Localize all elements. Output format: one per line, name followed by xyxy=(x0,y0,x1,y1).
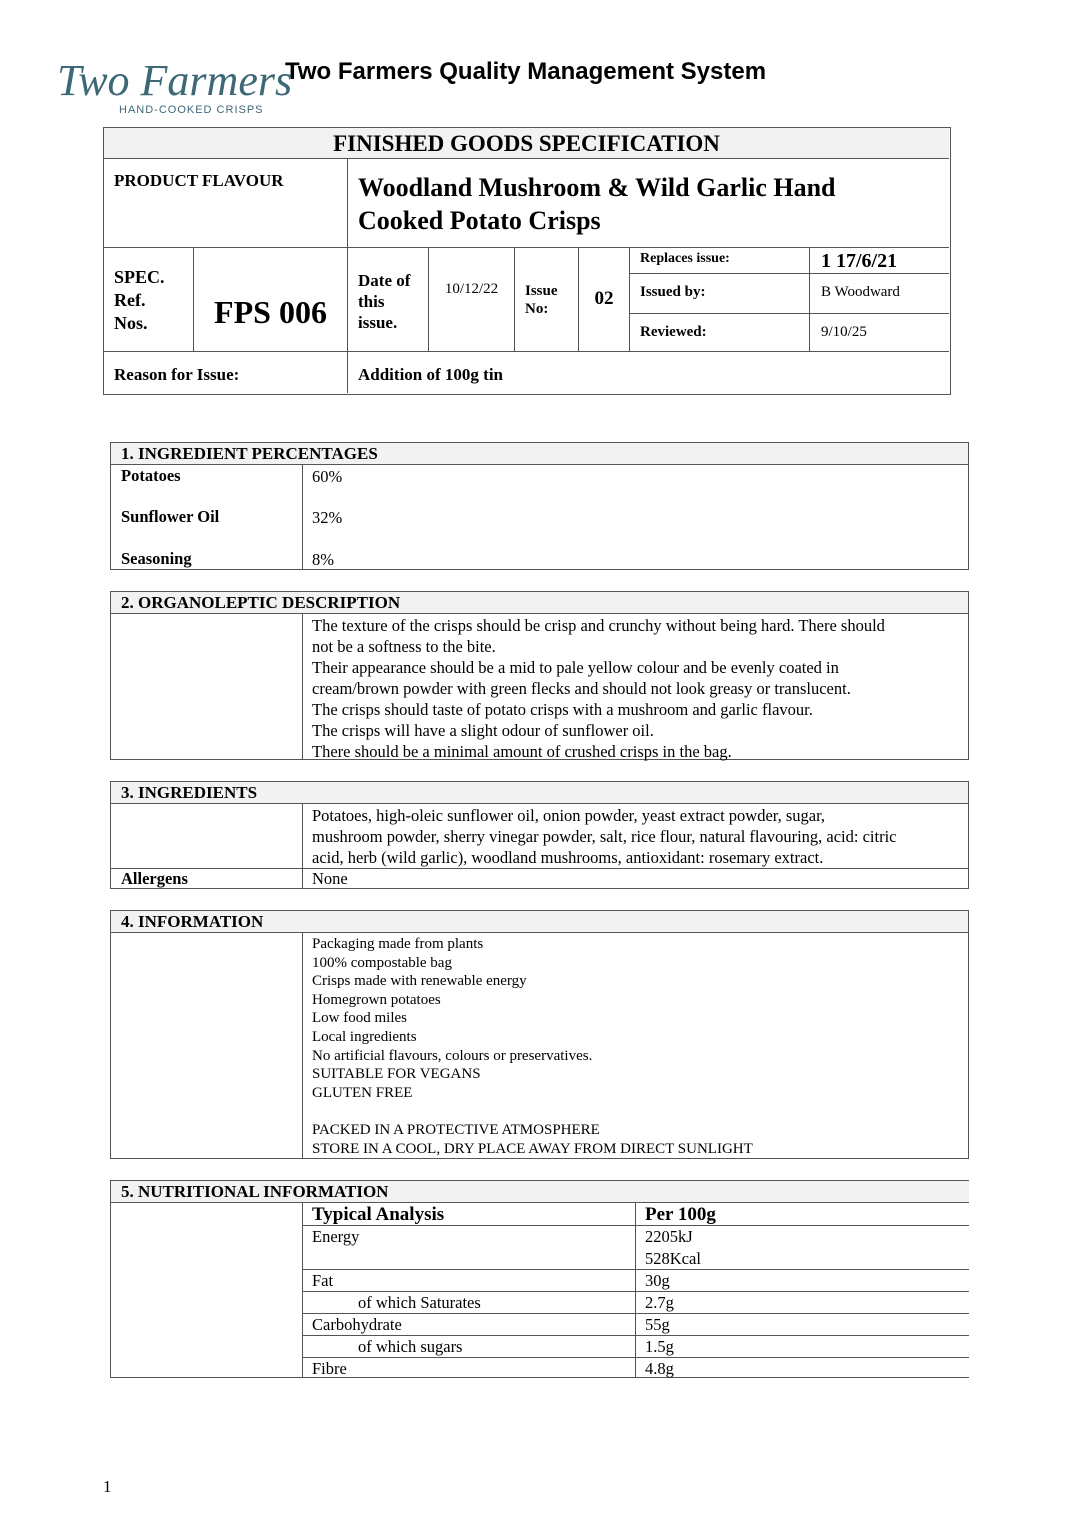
col-typical-analysis: Typical Analysis xyxy=(312,1204,445,1225)
section-heading: 5. NUTRITIONAL INFORMATION xyxy=(111,1181,969,1203)
logo-tagline: HAND-COOKED CRISPS xyxy=(119,104,264,116)
carbohydrate-label: Carbohydrate xyxy=(312,1315,402,1334)
section-heading: 2. ORGANOLEPTIC DESCRIPTION xyxy=(111,592,968,614)
product-flavour-label: PRODUCT FLAVOUR xyxy=(104,159,348,248)
spec-ref-label: SPEC. Ref. Nos. xyxy=(104,248,194,352)
list-item: Low food miles xyxy=(312,1010,407,1027)
reason-label: Reason for Issue: xyxy=(104,352,348,393)
list-item: Packaging made from plants xyxy=(312,936,484,952)
list-item: No artificial flavours, colours or preservatives. xyxy=(312,1047,593,1064)
sugars-label: of which sugars xyxy=(358,1337,463,1356)
allergens-label: Allergens xyxy=(121,869,188,888)
issue-no-value: 02 xyxy=(579,248,630,352)
list-item: GLUTEN FREE xyxy=(312,1084,413,1101)
reviewed-label: Reviewed: xyxy=(630,314,810,352)
page-number: 1 xyxy=(103,1477,112,1496)
two-farmers-logo xyxy=(55,45,293,120)
allergens-value: None xyxy=(312,869,348,888)
product-name-line1: Woodland Mushroom & Wild Garlic Hand xyxy=(358,173,836,202)
fat-value: 30g xyxy=(645,1271,670,1290)
information-list xyxy=(312,935,753,1158)
issued-by-label: Issued by: xyxy=(630,274,810,314)
list-item: Homegrown potatoes xyxy=(312,991,441,1008)
spec-ref-value: FPS 006 xyxy=(194,248,348,352)
list-item: SUITABLE FOR VEGANS xyxy=(312,1066,481,1083)
section-ingredients xyxy=(110,781,969,889)
section-nutrition xyxy=(110,1180,969,1378)
logo-wordmark: Two Farmers xyxy=(57,56,293,105)
section-ingredient-percentages: 1. INGREDIENT PERCENTAGES Potatoes 60% Sunflower Oil 32% Seasoning 8% xyxy=(110,442,969,570)
product-name-line2: Cooked Potato Crisps xyxy=(358,206,601,235)
section-organoleptic xyxy=(110,591,969,760)
replaces-value: 1 17/6/21 xyxy=(810,248,949,274)
list-item: STORE IN A COOL, DRY PLACE AWAY FROM DIRECT SUNLIGHT xyxy=(312,1140,753,1157)
issued-by-value: B Woodward xyxy=(810,274,949,314)
date-label: Date of this issue. xyxy=(348,248,429,352)
replaces-label: Replaces issue: xyxy=(630,248,810,274)
page-title: Two Farmers Quality Management System xyxy=(285,58,767,85)
saturates-value: 2.7g xyxy=(645,1293,674,1312)
col-per-100g: Per 100g xyxy=(645,1204,716,1225)
issue-no-label: Issue No: xyxy=(515,248,579,352)
fat-label: Fat xyxy=(312,1271,334,1290)
fibre-value: 4.8g xyxy=(645,1359,674,1378)
energy-kj: 2205kJ xyxy=(645,1227,693,1246)
energy-kcal: 528Kcal xyxy=(645,1249,701,1268)
date-value: 10/12/22 xyxy=(429,248,515,352)
spec-header-table xyxy=(103,127,951,395)
sugars-value: 1.5g xyxy=(645,1337,674,1356)
list-item: Local ingredients xyxy=(312,1028,417,1045)
section-information xyxy=(110,910,969,1159)
energy-label: Energy xyxy=(312,1227,360,1246)
ingredients-text: Potatoes, high-oleic sunflower oil, onion powder, yeast extract powder, sugar, mushroom powder, sherry vinegar powder, salt, rice flour, natural flavouring, acid: citric acid, herb (wild garlic), woodland mushrooms, antioxidant: rosemary extract. xyxy=(312,806,897,867)
list-item: PACKED IN A PROTECTIVE ATMOSPHERE xyxy=(312,1121,600,1138)
list-item: 100% compostable bag xyxy=(312,954,452,971)
saturates-label: of which Saturates xyxy=(358,1293,481,1312)
section-heading: 4. INFORMATION xyxy=(111,911,968,933)
product-name xyxy=(348,159,949,248)
spec-heading: FINISHED GOODS SPECIFICATION xyxy=(104,128,949,159)
carbohydrate-value: 55g xyxy=(645,1315,670,1334)
organoleptic-text: The texture of the crisps should be crisp and crunchy without being hard. There should not be a softness to the bite. Their appearance should be a mid to pale yellow colour and be evenly coated in cream/brown powder with green flecks and should not look greasy or translucent. The crisps should taste of potato crisps with a mushroom and garlic flavour. The crisps will have a slight odour of sunflower oil. There should be a minimal amount of crushed crisps in the bag. xyxy=(312,616,885,761)
section-heading: 1. INGREDIENT PERCENTAGES xyxy=(111,443,968,465)
list-item: Crisps made with renewable energy xyxy=(312,973,527,990)
reason-value: Addition of 100g tin xyxy=(358,365,503,384)
section-heading: 3. INGREDIENTS xyxy=(111,782,968,804)
fibre-label: Fibre xyxy=(312,1359,347,1378)
list-item xyxy=(312,1102,753,1121)
reviewed-value: 9/10/25 xyxy=(810,314,949,352)
